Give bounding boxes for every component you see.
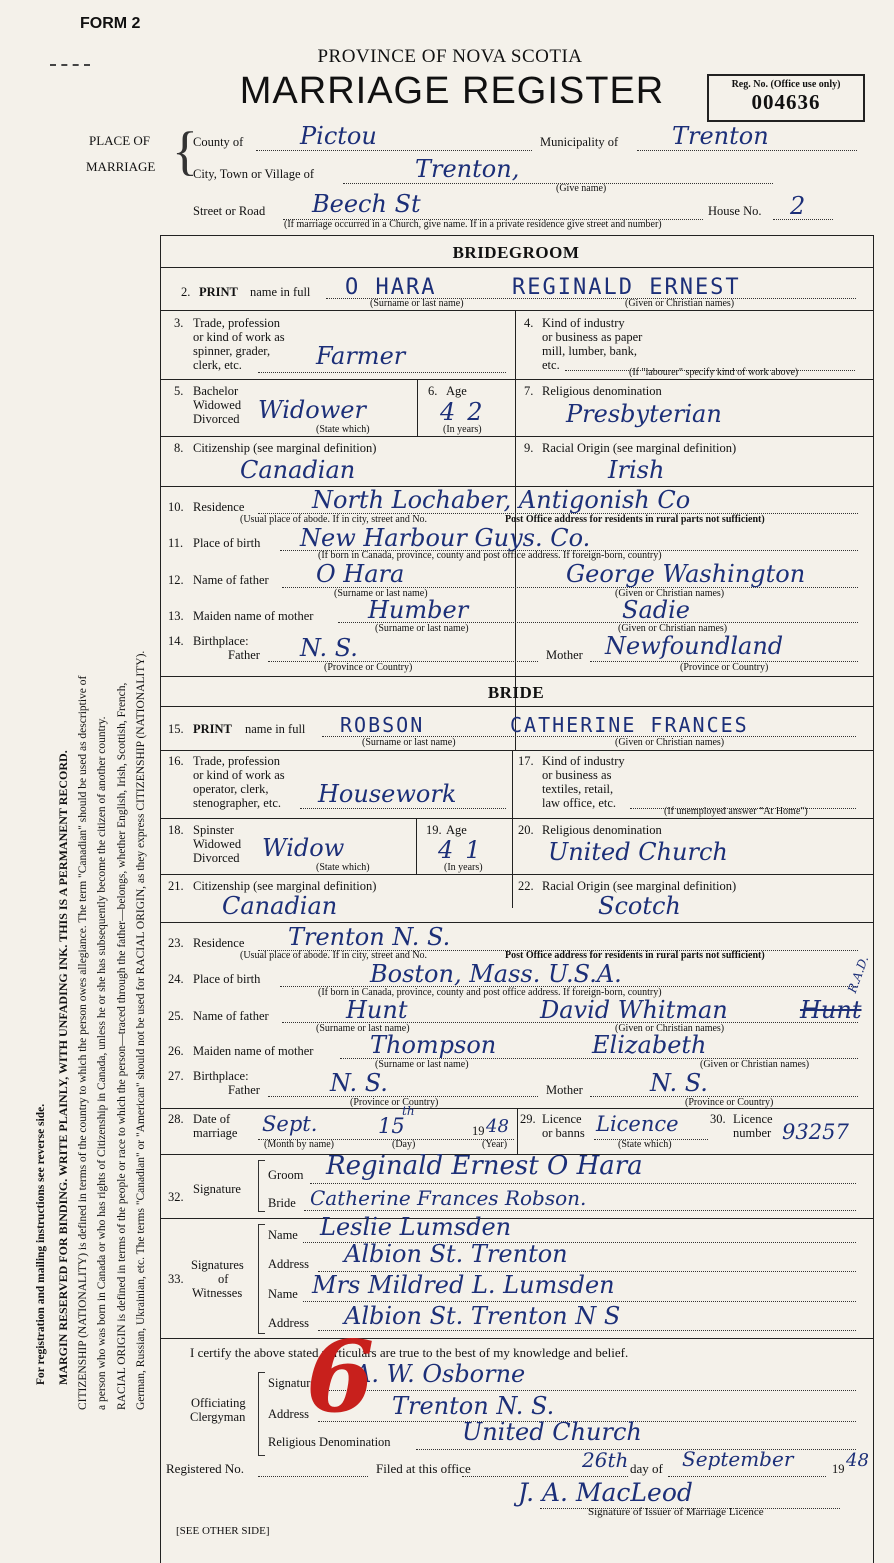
- groom-mother-surname-caption: (Surname or last name): [375, 623, 469, 634]
- f14-mother-label: Mother: [546, 648, 583, 662]
- bride-given: CATHERINE FRANCES: [510, 713, 749, 737]
- f2-label: name in full: [250, 285, 311, 299]
- county-label: County of: [193, 135, 244, 149]
- f27-label: Birthplace:: [193, 1069, 249, 1083]
- clergy-address-label: Address: [268, 1407, 309, 1421]
- f30-label-2: number: [733, 1126, 772, 1140]
- groom-mother-birthplace: Newfoundland: [605, 632, 784, 660]
- f15-print: PRINT: [193, 722, 232, 736]
- f32-label: Signature: [193, 1182, 241, 1196]
- f4-note: (If "labourer" specify kind of work above): [629, 367, 799, 378]
- filed-year: 48: [846, 1450, 869, 1471]
- margin-instructions: For registration and mailing instructions see reverse side.: [35, 1103, 47, 1385]
- reg-no-label: Reg. No. (Office use only): [731, 79, 841, 90]
- groom-given-caption: (Given or Christian names): [625, 298, 735, 309]
- groom-age-caption: (In years): [443, 424, 482, 435]
- f21-label: Citizenship (see marginal definition): [193, 879, 377, 893]
- f12-label: Name of father: [193, 573, 269, 587]
- clergy-denomination-label: Religious Denomination: [268, 1435, 391, 1449]
- f14-father-label: Father: [228, 648, 260, 662]
- municipality-value: Trenton: [672, 122, 769, 150]
- groom-sig-label: Groom: [268, 1168, 304, 1182]
- bride-given-caption: (Given or Christian names): [615, 737, 725, 748]
- bride-res-caption-1: (Usual place of abode. If in city, street and No.: [240, 950, 428, 961]
- bride-res-caption-2: Post Office address for residents in rural parts not sufficient): [505, 950, 765, 961]
- groom-father-given: George Washington: [566, 560, 806, 588]
- bride-religion: United Church: [548, 838, 728, 866]
- registered-no-label: Registered No.: [166, 1461, 244, 1476]
- bride-father-birthplace: N. S.: [330, 1069, 388, 1097]
- f13-num: 13.: [168, 609, 184, 623]
- groom-mother-given: Sadie: [622, 596, 690, 624]
- see-other-side: [SEE OTHER SIDE]: [176, 1525, 270, 1537]
- house-label: House No.: [708, 204, 762, 218]
- filed-year-prefix: 19: [832, 1462, 845, 1476]
- bride-father-given-caption: (Given or Christian names): [615, 1023, 725, 1034]
- f27-num: 27.: [168, 1069, 184, 1083]
- groom-citizenship: Canadian: [240, 456, 356, 484]
- groom-birthplace: New Harbour Guys. Co.: [300, 524, 591, 552]
- bride-racial-origin: Scotch: [598, 892, 681, 920]
- f5-label-1: Bachelor: [193, 384, 239, 398]
- f3-label-2: or kind of work as: [193, 330, 285, 344]
- give-name-caption: (Give name): [556, 183, 607, 194]
- red-check-mark: 6: [306, 1320, 375, 1435]
- bride-father-surname: Hunt: [346, 996, 408, 1024]
- bride-mother-surname-caption: (Surname or last name): [375, 1059, 469, 1070]
- groom-birth-caption: (If born in Canada, province, county and post office address. If foreign-born, country): [318, 550, 662, 561]
- groom-surname-caption: (Surname or last name): [370, 298, 464, 309]
- f22-label: Racial Origin (see marginal definition): [542, 879, 737, 893]
- licence-number: 93257: [782, 1120, 849, 1144]
- f5-label-2: Widowed: [193, 398, 242, 412]
- f3-label-4: clerk, etc.: [193, 358, 242, 372]
- day-caption: (Day): [392, 1139, 416, 1150]
- f29-label-2: or banns: [542, 1126, 585, 1140]
- bride-father-initials: R.A.D.: [845, 953, 872, 995]
- bride-father-prov-caption: (Province or Country): [350, 1097, 439, 1108]
- f7-label: Religious denomination: [542, 384, 662, 398]
- f13-label: Maiden name of mother: [193, 609, 314, 623]
- bride-mother-given: Elizabeth: [592, 1031, 707, 1059]
- bride-father-surname-caption: (Surname or last name): [316, 1023, 410, 1034]
- f32-num: 32.: [168, 1190, 184, 1204]
- f21-num: 21.: [168, 879, 184, 893]
- form-label: FORM 2: [80, 15, 141, 32]
- f19-label: Age: [446, 823, 467, 837]
- groom-given: REGINALD ERNEST: [512, 275, 741, 300]
- groom-mother-prov-caption: (Province or Country): [680, 662, 769, 673]
- groom-mother-surname: Humber: [368, 596, 469, 624]
- marriage-year-prefix: 19: [472, 1124, 485, 1138]
- f3-label-3: spinner, grader,: [193, 344, 271, 358]
- f18-label-3: Divorced: [193, 851, 240, 865]
- f17-num: 17.: [518, 754, 534, 768]
- groom-signature: Reginald Ernest O Hara: [326, 1151, 643, 1181]
- filed-label: Filed at this office: [376, 1461, 471, 1476]
- place-heading-1: PLACE OF: [89, 133, 151, 148]
- margin-racial-2: German, Russian, Ukrainian, etc. The terms "Canadian" or "American" should not be used for RACIAL ORIGIN, as they express CITIZENSHIP (NATIONALITY).: [135, 650, 147, 1410]
- f14-num: 14.: [168, 634, 184, 648]
- groom-trade: Farmer: [316, 342, 406, 370]
- f26-label: Maiden name of mother: [193, 1044, 314, 1058]
- f18-label-1: Spinster: [193, 823, 234, 837]
- f23-num: 23.: [168, 936, 184, 950]
- city-label: City, Town or Village of: [193, 167, 315, 181]
- filed-month: September: [682, 1447, 794, 1471]
- f29-num: 29.: [520, 1112, 536, 1126]
- margin-citizenship-2: a person who was born in Canada or who has rights of Citizenship in Canada, unless he or she has subsequently become the citizen of another country.: [96, 716, 108, 1410]
- clergy-label-1: Officiating: [191, 1396, 246, 1410]
- marriage-day: 15: [378, 1114, 405, 1138]
- f18-num: 18.: [168, 823, 184, 837]
- margin-racial-1: RACIAL ORIGIN is defined in terms of the people or race to which the person—traced through the father—belongs, whether English, Irish, Scottish, French,: [116, 682, 128, 1410]
- f24-label: Place of birth: [193, 972, 261, 986]
- f7-num: 7.: [524, 384, 534, 398]
- f16-label-4: stenographer, etc.: [193, 796, 282, 810]
- f20-label: Religious denomination: [542, 823, 662, 837]
- month-caption: (Month by name): [264, 1139, 334, 1150]
- margin-binding-note: MARGIN RESERVED FOR BINDING. WRITE PLAINLY, WITH UNFADING INK. THIS IS A PERMANENT RECORD.: [56, 750, 70, 1385]
- f16-num: 16.: [168, 754, 184, 768]
- f11-label: Place of birth: [193, 536, 261, 550]
- bride-heading: BRIDE: [487, 683, 545, 702]
- f4-num: 4.: [524, 316, 534, 330]
- f33-num: 33.: [168, 1272, 184, 1286]
- groom-father-surname: O Hara: [316, 560, 405, 588]
- groom-state-caption: (State which): [316, 424, 370, 435]
- bride-mother-surname: Thompson: [370, 1031, 497, 1059]
- bride-birth-caption: (If born in Canada, province, county and post office address. If foreign-born, country): [318, 987, 662, 998]
- f16-label-3: operator, clerk,: [193, 782, 269, 796]
- bride-father-given: David Whitman: [540, 996, 728, 1024]
- reg-no-box: [707, 74, 865, 122]
- province-heading: PROVINCE OF NOVA SCOTIA: [317, 46, 583, 67]
- city-value: Trenton,: [415, 155, 520, 183]
- witness-label-2: of: [218, 1272, 229, 1286]
- bride-mother-prov-caption: (Province or Country): [685, 1097, 774, 1108]
- groom-father-surname-caption: (Surname or last name): [334, 588, 428, 599]
- f3-label-1: Trade, profession: [193, 316, 281, 330]
- groom-surname: O HARA: [345, 275, 437, 300]
- f17-note: (If unemployed answer "At Home"): [664, 806, 808, 817]
- bride-residence: Trenton N. S.: [288, 923, 451, 951]
- f3-num: 3.: [174, 316, 184, 330]
- marriage-day-suffix: th: [402, 1104, 415, 1118]
- licence-or-banns: Licence: [596, 1112, 679, 1136]
- f17-label-3: textiles, retail,: [542, 782, 614, 796]
- groom-racial-origin: Irish: [608, 456, 665, 484]
- bride-age-caption: (In years): [444, 862, 483, 873]
- bride-marital-state: Widow: [262, 834, 345, 862]
- clergy-address: Trenton N. S.: [392, 1392, 555, 1420]
- place-heading-2: MARRIAGE: [86, 159, 156, 174]
- bride-citizenship: Canadian: [222, 892, 338, 920]
- f17-label-1: Kind of industry: [542, 754, 625, 768]
- witness-label-1: Signatures: [191, 1258, 244, 1272]
- street-value: Beech St: [312, 190, 421, 218]
- f5-label-3: Divorced: [193, 412, 240, 426]
- page-title: MARRIAGE REGISTER: [239, 70, 665, 112]
- f22-num: 22.: [518, 879, 534, 893]
- f2-num: 2.: [181, 285, 191, 299]
- f16-label-2: or kind of work as: [193, 768, 285, 782]
- bride-age: 41: [438, 836, 493, 864]
- certify-text: I certify the above stated particulars are true to the best of my knowledge and belief.: [190, 1345, 629, 1360]
- groom-mother-given-caption: (Given or Christian names): [618, 623, 728, 634]
- clergy-signature: A. W. Osborne: [354, 1360, 526, 1388]
- clergy-denomination: United Church: [462, 1418, 642, 1446]
- f19-num: 19.: [426, 823, 442, 837]
- bride-father-strikeout: Hunt: [800, 996, 862, 1024]
- f29-label-1: Licence: [542, 1112, 582, 1126]
- groom-res-caption-1: (Usual place of abode. If in city, street and No.: [240, 514, 428, 525]
- municipality-label: Municipality of: [540, 135, 619, 149]
- f2-print: PRINT: [199, 285, 238, 299]
- binding-dash: [50, 64, 90, 66]
- f9-num: 9.: [524, 441, 534, 455]
- groom-age: 42: [440, 398, 495, 426]
- clergy-label-2: Clergyman: [190, 1410, 246, 1424]
- groom-father-prov-caption: (Province or Country): [324, 662, 413, 673]
- reg-no-value: 004636: [751, 90, 821, 114]
- f8-label: Citizenship (see marginal definition): [193, 441, 377, 455]
- f4-label-1: Kind of industry: [542, 316, 625, 330]
- f18-label-2: Widowed: [193, 837, 242, 851]
- issuer-signature: J. A. MacLeod: [518, 1478, 693, 1507]
- f6-num: 6.: [428, 384, 438, 398]
- w2-address-label: Address: [268, 1316, 309, 1330]
- witness-1-name: Leslie Lumsden: [320, 1213, 512, 1241]
- f12-num: 12.: [168, 573, 184, 587]
- bride-trade: Housework: [318, 780, 457, 808]
- f28-label-2: marriage: [193, 1126, 238, 1140]
- witness-label-3: Witnesses: [192, 1286, 243, 1300]
- f24-num: 24.: [168, 972, 184, 986]
- groom-father-birthplace: N. S.: [300, 634, 358, 662]
- f9-label: Racial Origin (see marginal definition): [542, 441, 737, 455]
- county-value: Pictou: [300, 122, 377, 150]
- f28-label-1: Date of: [193, 1112, 231, 1126]
- bride-signature: Catherine Frances Robson.: [310, 1186, 587, 1210]
- church-note: (If marriage occurred in a Church, give name. If in a private residence give street and number): [284, 219, 662, 230]
- bridegroom-heading: BRIDEGROOM: [452, 243, 580, 262]
- groom-father-given-caption: (Given or Christian names): [615, 588, 725, 599]
- f15-num: 15.: [168, 722, 184, 736]
- f17-label-4: law office, etc.: [542, 796, 617, 810]
- bride-surname: ROBSON: [340, 713, 425, 737]
- f30-label-1: Licence: [733, 1112, 773, 1126]
- f25-label: Name of father: [193, 1009, 269, 1023]
- place-brace: {: [172, 121, 198, 181]
- marriage-year: 48: [486, 1116, 509, 1137]
- f4-label-4: etc.: [542, 358, 560, 372]
- f26-num: 26.: [168, 1044, 184, 1058]
- issuer-caption: Signature of Issuer of Marriage Licence: [588, 1506, 764, 1518]
- f30-num: 30.: [710, 1112, 726, 1126]
- w2-name-label: Name: [268, 1287, 298, 1301]
- f4-label-3: mill, lumber, bank,: [542, 344, 637, 358]
- groom-marital-state: Widower: [258, 396, 366, 424]
- marriage-month: Sept.: [262, 1112, 318, 1136]
- f25-num: 25.: [168, 1009, 184, 1023]
- f28-num: 28.: [168, 1112, 184, 1126]
- groom-residence: North Lochaber, Antigonish Co: [312, 486, 691, 514]
- f6-label: Age: [446, 384, 467, 398]
- groom-res-caption-2: Post Office address for residents in rural parts not sufficient): [505, 514, 765, 525]
- f27-mother-label: Mother: [546, 1083, 583, 1097]
- w1-address-label: Address: [268, 1257, 309, 1271]
- house-value: 2: [790, 192, 806, 220]
- f4-label-2: or business as paper: [542, 330, 643, 344]
- bride-birthplace: Boston, Mass. U.S.A.: [370, 960, 622, 988]
- day-of-label: day of: [630, 1461, 663, 1476]
- f27-father-label: Father: [228, 1083, 260, 1097]
- licence-caption: (State which): [618, 1139, 672, 1150]
- bride-mother-given-caption: (Given or Christian names): [700, 1059, 810, 1070]
- witness-1-address: Albion St. Trenton: [344, 1240, 568, 1268]
- f5-num: 5.: [174, 384, 184, 398]
- f8-num: 8.: [174, 441, 184, 455]
- f14-label: Birthplace:: [193, 634, 249, 648]
- f10-num: 10.: [168, 500, 184, 514]
- street-label: Street or Road: [193, 204, 266, 218]
- margin-citizenship-1: CITIZENSHIP (NATIONALITY) is defined in terms of the country to which the person owes allegiance. The term "Canadian" should be used as descriptive of: [77, 675, 89, 1410]
- bride-mother-birthplace: N. S.: [650, 1069, 708, 1097]
- clergy-signature-label: Signature: [268, 1376, 316, 1390]
- filed-day: 26th: [582, 1448, 629, 1472]
- f17-label-2: or business as: [542, 768, 612, 782]
- witness-2-address: Albion St. Trenton N S: [344, 1302, 621, 1330]
- bride-state-caption: (State which): [316, 862, 370, 873]
- bride-surname-caption: (Surname or last name): [362, 737, 456, 748]
- witness-2-name: Mrs Mildred L. Lumsden: [312, 1271, 615, 1299]
- f15-label: name in full: [245, 722, 306, 736]
- f10-label: Residence: [193, 500, 245, 514]
- f11-num: 11.: [168, 536, 184, 550]
- w1-name-label: Name: [268, 1228, 298, 1242]
- groom-religion: Presbyterian: [566, 400, 722, 428]
- f23-label: Residence: [193, 936, 245, 950]
- f20-num: 20.: [518, 823, 534, 837]
- year-caption: (Year): [482, 1139, 508, 1150]
- bride-sig-label: Bride: [268, 1196, 296, 1210]
- f16-label-1: Trade, profession: [193, 754, 281, 768]
